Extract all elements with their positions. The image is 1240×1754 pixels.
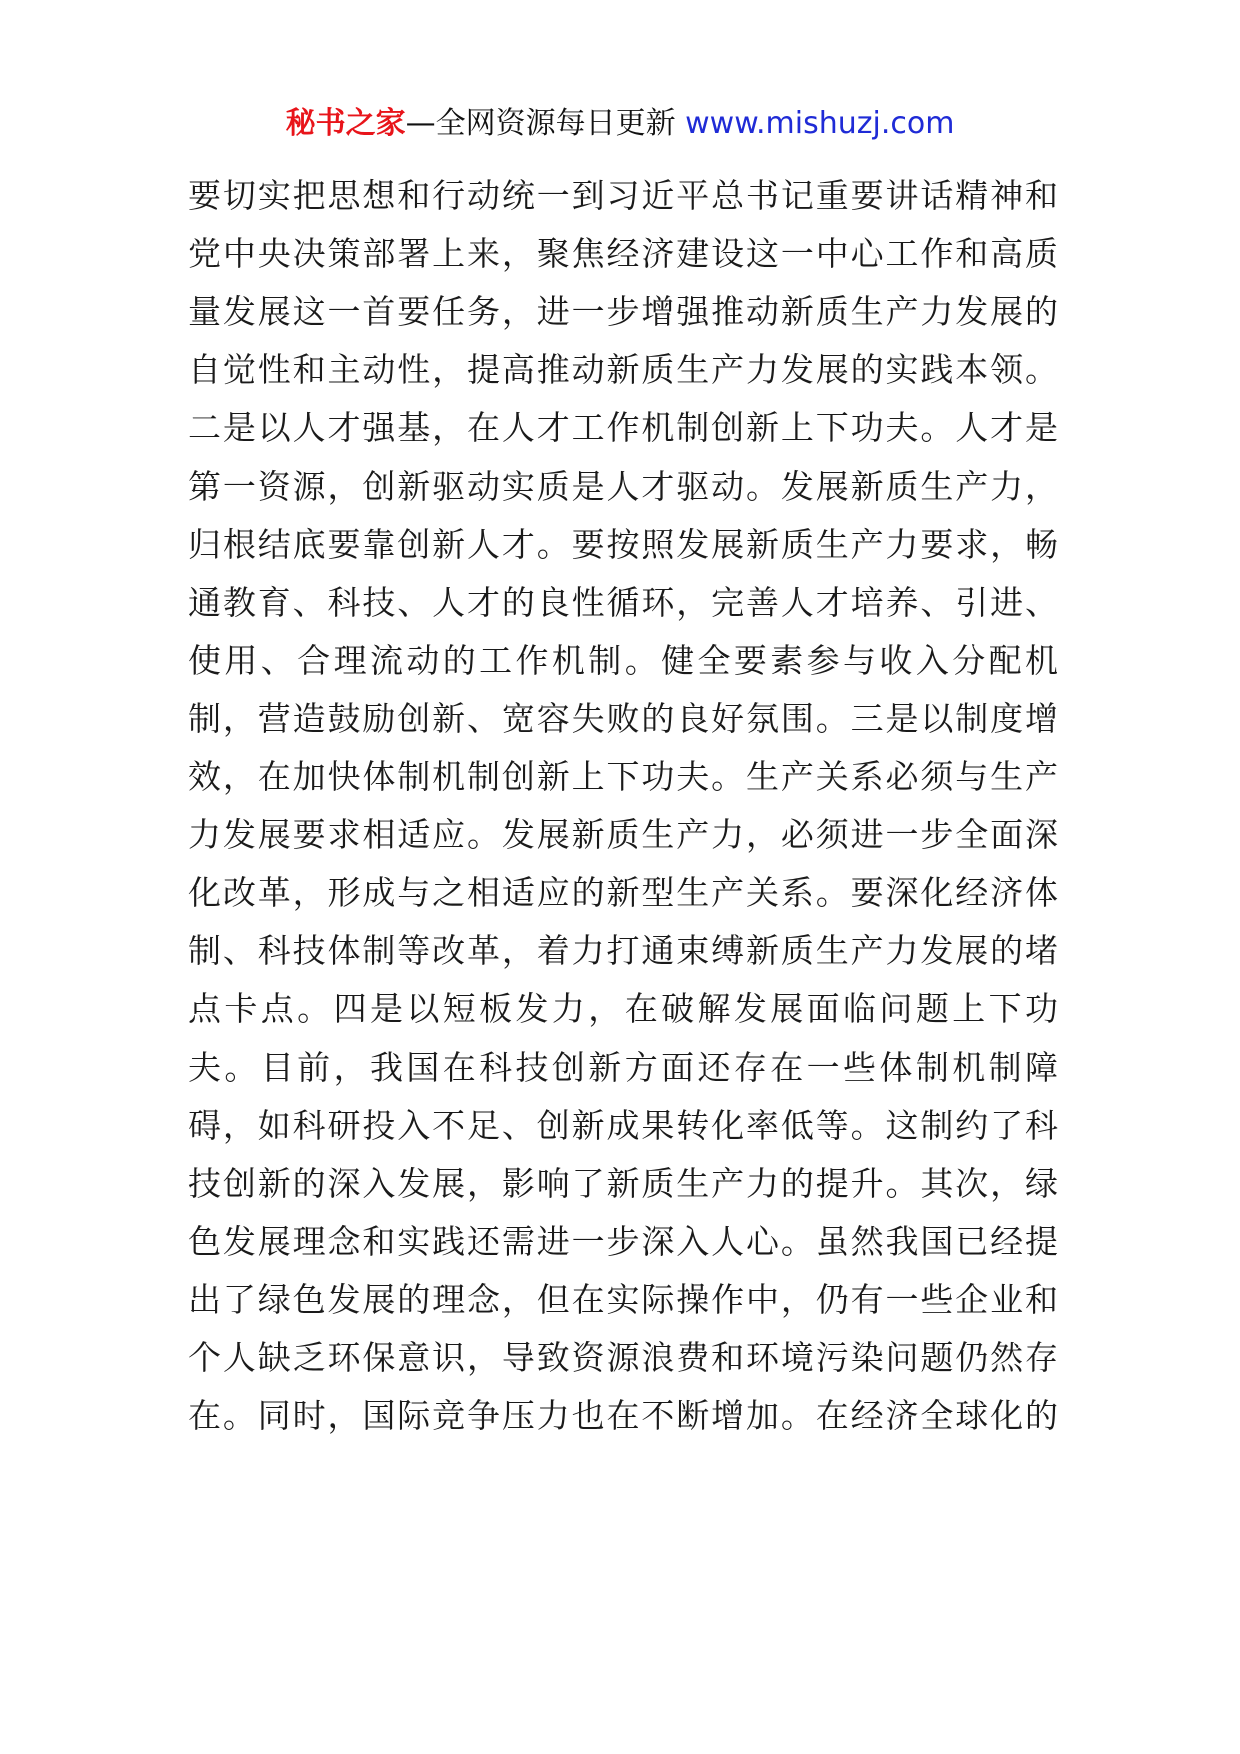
text-line: 出了绿色发展的理念，但在实际操作中，仍有一些企业和 [188, 1279, 1058, 1319]
text-line: 在。同时，国际竞争压力也在不断增加。在经济全球化的 [188, 1396, 1058, 1436]
text-line: 第一资源，创新驱动实质是人才驱动。发展新质生产力， [188, 466, 1058, 506]
header-brand: 秘书之家 [285, 106, 406, 141]
header-site-url[interactable]: www.mishuzj.com [685, 106, 955, 141]
text-line: 量发展这一首要任务，进一步增强推动新质生产力发展的 [188, 292, 1058, 332]
page-header [0, 102, 1240, 146]
text-line: 点卡点。四是以短板发力，在破解发展面临问题上下功 [188, 989, 1058, 1029]
text-line: 效，在加快体制机制创新上下功夫。生产关系必须与生产 [188, 757, 1058, 796]
text-line: 制、科技体制等改革，着力打通束缚新质生产力发展的堵 [188, 931, 1058, 971]
text-line: 归根结底要靠创新人才。要按照发展新质生产力要求，畅 [188, 524, 1058, 564]
text-line: 二是以人才强基，在人才工作机制创新上下功夫。人才是 [188, 408, 1058, 448]
text-line: 要切实把思想和行动统一到习近平总书记重要讲话精神和 [188, 176, 1058, 215]
text-line: 通教育、科技、人才的良性循环，完善人才培养、引进、 [188, 582, 1058, 622]
text-line: 碍，如科研投入不足、创新成果转化率低等。这制约了科 [188, 1105, 1058, 1145]
text-line: 党中央决策部署上来，聚焦经济建设这一中心工作和高质 [188, 234, 1058, 274]
text-line: 色发展理念和实践还需进一步深入人心。虽然我国已经提 [188, 1221, 1058, 1261]
text-line: 力发展要求相适应。发展新质生产力，必须进一步全面深 [188, 815, 1058, 855]
header-tagline: —全网资源每日更新 [405, 106, 686, 141]
text-line: 技创新的深入发展，影响了新质生产力的提升。其次，绿 [188, 1163, 1058, 1203]
text-line: 使用、合理流动的工作机制。健全要素参与收入分配机 [188, 640, 1058, 680]
text-line: 化改革，形成与之相适应的新型生产关系。要深化经济体 [188, 873, 1058, 913]
text-line: 夫。目前，我国在科技创新方面还存在一些体制机制障 [188, 1047, 1058, 1087]
text-line: 自觉性和主动性，提高推动新质生产力发展的实践本领。 [188, 350, 1058, 390]
text-line: 个人缺乏环保意识，导致资源浪费和环境污染问题仍然存 [188, 1338, 1058, 1377]
text-line: 制，营造鼓励创新、宽容失败的良好氛围。三是以制度增 [188, 698, 1058, 738]
